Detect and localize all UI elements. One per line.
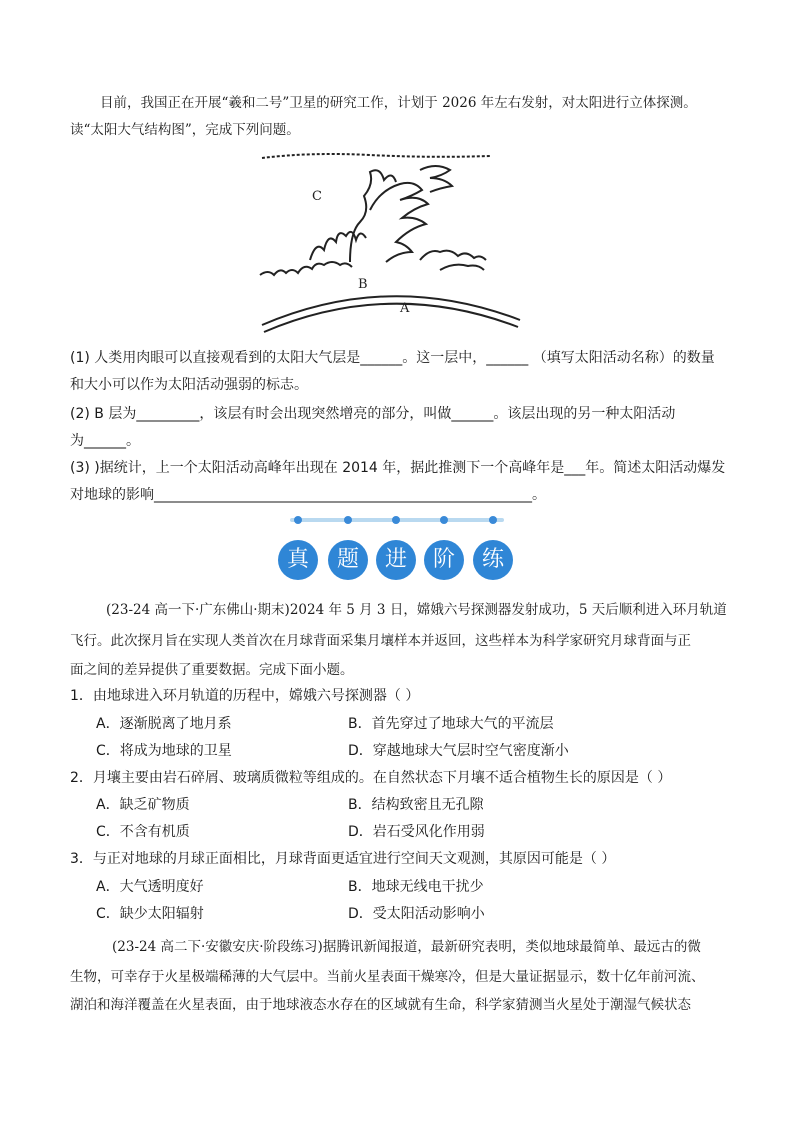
passage1-line-1: (23-24 高一下·广东佛山·期末)2024 年 5 月 3 日，嫦娥六号探测器发射成功，5 天后顺利进入环月轨道 xyxy=(106,602,727,618)
q2-line-1: (2) B 层为_________，该层有时会出现突然增亮的部分，叫做______。该层出现的另一种太阳活动 xyxy=(70,406,676,422)
passage2-line-2: 生物，可幸存于火星极端稀薄的大气层中。当前火星表面干燥寒冷，但是大量证据显示，数十亿年前河流、 xyxy=(70,969,705,985)
option-c[interactable]: C．缺少太阳辐射 xyxy=(96,906,204,922)
q3-line-1: (3) )据统计，上一个太阳活动高峰年出现在 2014 年，据此推测下一个高峰年是___年。简述太阳活动爆发 xyxy=(70,460,726,476)
label-b: B xyxy=(358,277,368,292)
passage1-line-3: 面之间的差异提供了重要数据。完成下面小题。 xyxy=(70,662,354,678)
intro-line-2: 读“太阳大气结构图”，完成下列问题。 xyxy=(70,122,300,138)
label-c: C xyxy=(312,189,322,204)
intro-line-1: 目前，我国正在开展“羲和二号”卫星的研究工作，计划于 2026 年左右发射，对太阳进行立体探测。 xyxy=(100,95,697,111)
option-d[interactable]: D．穿越地球大气层时空气密度渐小 xyxy=(348,743,569,759)
label-a: A xyxy=(400,301,410,316)
option-c[interactable]: C．将成为地球的卫星 xyxy=(96,743,232,759)
q1-line-1: (1) 人类用肉眼可以直接观看到的太阳大气层是______。这一层中，______ （填写太阳活动名称）的数量 xyxy=(70,350,715,366)
option-c[interactable]: C．不含有机质 xyxy=(96,824,190,840)
banner-char: 练 xyxy=(473,540,513,580)
q3-line-2: 对地球的影响______________________________________________________。 xyxy=(70,487,546,503)
option-d[interactable]: D．受太阳活动影响小 xyxy=(348,906,485,922)
banner-dot xyxy=(392,516,400,524)
option-b[interactable]: B．地球无线电干扰少 xyxy=(348,879,484,895)
banner-dot xyxy=(489,516,497,524)
question-stem: 3．与正对地球的月球正面相比，月球背面更适宜进行空间天文观测，其原因可能是（ ） xyxy=(70,851,616,867)
section-banner xyxy=(278,510,518,586)
option-d[interactable]: D．岩石受风化作用弱 xyxy=(348,824,485,840)
banner-char: 进 xyxy=(376,540,416,580)
option-a[interactable]: A．缺乏矿物质 xyxy=(96,797,190,813)
banner-dot xyxy=(344,516,352,524)
option-a[interactable]: A．逐渐脱离了地月系 xyxy=(96,716,232,732)
option-b[interactable]: B．结构致密且无孔隙 xyxy=(348,797,484,813)
q2-line-2: 为______。 xyxy=(70,433,140,449)
passage2-line-3: 湖泊和海洋覆盖在火星表面，由于地球液态水存在的区域就有生命，科学家猜测当火星处于潮湿气候状态 xyxy=(70,997,691,1013)
solar-atmosphere-figure xyxy=(250,150,530,340)
option-b[interactable]: B．首先穿过了地球大气的平流层 xyxy=(348,716,554,732)
question-stem: 1．由地球进入环月轨道的历程中，嫦娥六号探测器（ ） xyxy=(70,688,420,704)
banner-char: 题 xyxy=(328,540,368,580)
passage1-line-2: 飞行。此次探月旨在实现人类首次在月球背面采集月壤样本并返回，这些样本为科学家研究月球背面与正 xyxy=(70,633,691,649)
banner-dot xyxy=(440,516,448,524)
banner-char: 阶 xyxy=(424,540,464,580)
question-stem: 2．月壤主要由岩石碎屑、玻璃质微粒等组成的。在自然状态下月壤不适合植物生长的原因是（ ） xyxy=(70,770,672,786)
passage2-line-1: (23-24 高二下·安徽安庆·阶段练习)据腾讯新闻报道，最新研究表明，类似地球最简单、最远古的微 xyxy=(112,939,701,955)
option-a[interactable]: A．大气透明度好 xyxy=(96,879,204,895)
banner-dot xyxy=(294,516,302,524)
q1-line-2: 和大小可以作为太阳活动强弱的标志。 xyxy=(70,377,308,393)
banner-char: 真 xyxy=(278,540,318,580)
